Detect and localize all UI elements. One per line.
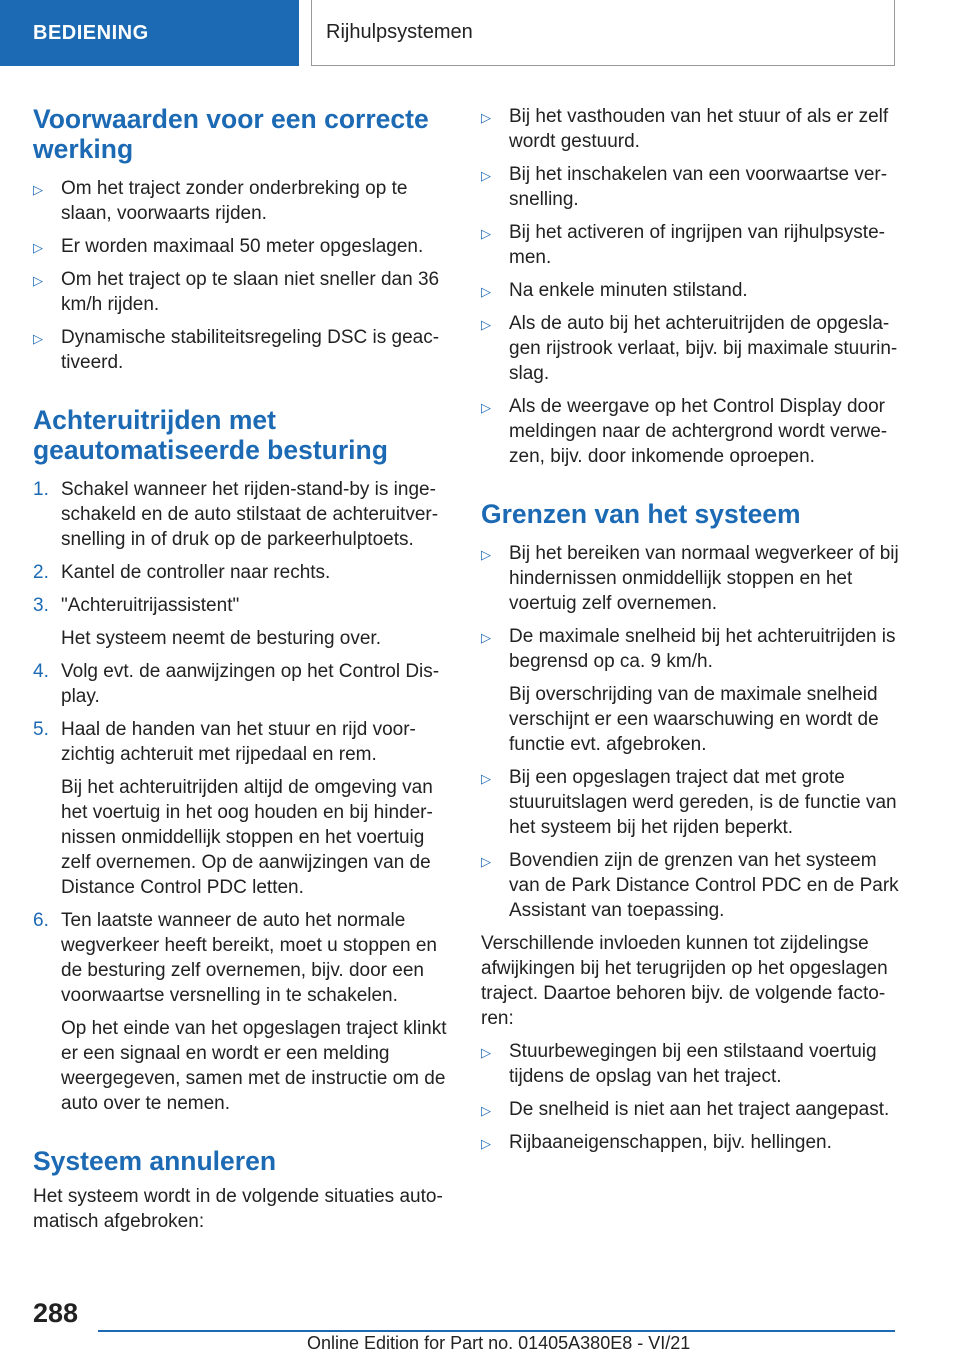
triangle-bullet-icon: ▷ [481,547,491,562]
list-item: ▷ Bij het activeren of ingrijpen van rijhulpsyste- men. [481,222,885,268]
list-item: ▷ Dynamische stabiliteitsregeling DSC is geac- tiveerd. [33,327,440,373]
triangle-bullet-icon: ▷ [481,1045,491,1060]
list-item: ▷ Bij het bereiken van normaal wegverkeer of bij hindernissen onmiddellijk stoppen en het voertuig zelf overnemen. [481,543,899,614]
list-item: ▷ Rijbaaneigenschappen, bijv. hellingen. [481,1130,899,1155]
list-item: ▷ De maximale snelheid bij het achteruitrijden is begrensd op ca. 9 km/h. Bij overschrijding van de maximale snelheid verschijnt er een waarschuwing en wordt de functie evt. afgebroken. [481,626,896,755]
list-item: ▷ Om het traject op te slaan niet sneller dan 36 km/h rijden. [33,269,440,315]
heading-achteruitrijden: Achteruitrijden met geautomatiseerde besturing [33,405,388,465]
step-number: 5. [33,719,49,740]
limits-list [481,541,899,923]
cancel-intro: Het systeem wordt in de volgende situaties auto- matisch afgebroken: [33,1186,443,1232]
triangle-bullet-icon: ▷ [481,168,491,183]
triangle-bullet-icon: ▷ [481,854,491,869]
step-number: 3. [33,595,49,616]
step-number: 1. [33,479,49,500]
triangle-bullet-icon: ▷ [481,1136,491,1151]
step-number: 4. [33,661,49,682]
left-column [33,104,448,1242]
list-item: ▷ Stuurbewegingen bij een stilstaand voertuig tijdens de opslag van het traject. [481,1041,877,1087]
list-item: ▷ Er worden maximaal 50 meter opgeslagen. [33,234,448,259]
conditions-list [33,176,448,375]
triangle-bullet-icon: ▷ [33,182,43,197]
triangle-bullet-icon: ▷ [33,240,43,255]
list-item: ▷ Bovendien zijn de grenzen van het systeem van de Park Distance Control PDC en de Park Assistant van toepassing. [481,850,899,921]
list-item: ▷ Bij een opgeslagen traject dat met grote stuuruitslagen werd gereden, is de functie van het systeem bij het rijden beperkt. [481,767,897,838]
footer-divider [98,1330,895,1332]
list-item: ▷ De snelheid is niet aan het traject aangepast. [481,1097,899,1122]
step-item: 3. "Achteruitrijassistent" Het systeem neemt de besturing over. [33,595,381,649]
triangle-bullet-icon: ▷ [481,771,491,786]
step-item: 2. Kantel de controller naar rechts. [33,562,331,583]
step-item: 4. Volg evt. de aanwijzingen op het Control Dis- play. [33,661,440,707]
page-number: 288 [33,1298,79,1328]
heading-systeem-annuleren: Systeem annuleren [33,1146,277,1176]
triangle-bullet-icon: ▷ [33,331,43,346]
list-item: ▷ Bij het inschakelen van een voorwaartse ver- snelling. [481,164,888,210]
triangle-bullet-icon: ▷ [481,400,491,415]
influences-intro: Verschillende invloeden kunnen tot zijdelingse afwijkingen bij het terugrijden op het opgeslagen traject. Daartoe behoren bijv. de volgende facto- ren: [481,933,888,1029]
list-item: ▷ Om het traject zonder onderbreking op te slaan, voorwaarts rijden. [33,178,408,224]
chapter-title: Rijhulpsystemen [311,0,895,66]
list-item: ▷ Als de auto bij het achteruitrijden de opgesla- gen rijstrook verlaat, bijv. bij maximale stuurin- slag. [481,313,898,384]
page-header [0,0,960,66]
triangle-bullet-icon: ▷ [481,317,491,332]
triangle-bullet-icon: ▷ [481,226,491,241]
step-item: 6. Ten laatste wanneer de auto het normale wegverkeer heeft bereikt, moet u stoppen en de besturing zelf overnemen, bijv. door een voorwaartse versnelling in te schakelen. Op het einde van het opgeslagen traject klinkt er een signaal en wordt er een melding weergegeven, samen met de instructie om de auto over te nemen. [33,910,447,1114]
step-item: 1. Schakel wanneer het rijden-stand-by is inge- schakeld en de auto stilstaat de achteruitver- snelling in of druk op de parkeerhulptoets. [33,479,439,550]
triangle-bullet-icon: ▷ [481,1103,491,1118]
triangle-bullet-icon: ▷ [481,284,491,299]
step-number: 6. [33,910,49,931]
factors-list [481,1039,899,1155]
right-column [481,104,899,1163]
heading-grenzen: Grenzen van het systeem [481,499,801,529]
section-tab: BEDIENING [0,0,299,66]
list-item: ▷ Als de weergave op het Control Display door meldingen naar de achtergrond wordt verwe- zen, bijv. door inkomende oproepen. [481,396,888,467]
cancel-list [481,104,899,469]
heading-voorwaarden: Voorwaarden voor een correcte werking [33,104,429,164]
edition-note: Online Edition for Part no. 01405A380E8 - VI/21 [307,1333,691,1353]
steps-list [33,477,448,1116]
step-number: 2. [33,562,49,583]
step-item: 5. Haal de handen van het stuur en rijd voor- zichtig achteruit met rijpedaal en rem. Bij het achteruitrijden altijd de omgeving van het voertuig in het oog houden en bij hinder- nissen onmiddellijk stoppen en het voertuig zelf overnemen. Op de aanwijzingen van de Distance Control PDC letten. [33,719,433,898]
list-item: ▷ Bij het vasthouden van het stuur of als er zelf wordt gestuurd. [481,106,889,152]
list-item: ▷ Na enkele minuten stilstand. [481,278,899,303]
triangle-bullet-icon: ▷ [33,273,43,288]
triangle-bullet-icon: ▷ [481,110,491,125]
triangle-bullet-icon: ▷ [481,630,491,645]
